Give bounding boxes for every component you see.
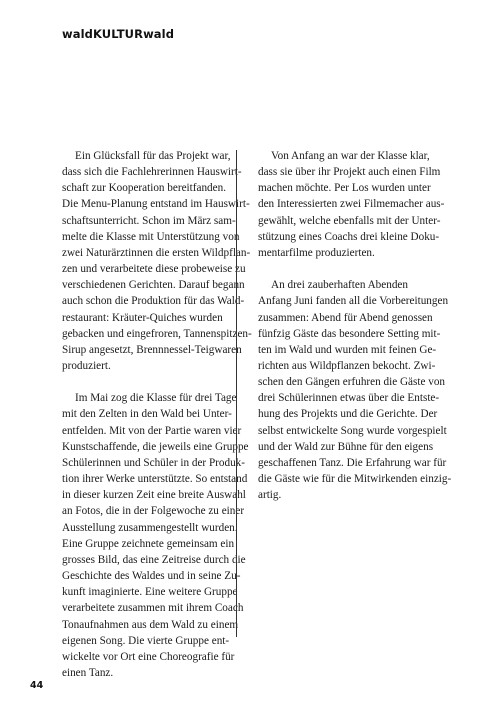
text-line: dass sich die Fachlehrerinnen Hauswirt- bbox=[62, 166, 242, 179]
text-line: selbst entwickelte Song wurde vorgespielt bbox=[258, 424, 447, 437]
text-line: Ein Glücksfall für das Projekt war, bbox=[75, 150, 231, 162]
text-line: verarbeitete zusammen mit ihrem Coach bbox=[62, 602, 244, 615]
text-line: mit den Zelten in den Wald bei Unter- bbox=[62, 408, 232, 421]
text-line: gebacken und eingefroren, Tannenspitzen- bbox=[62, 327, 252, 340]
text-column-right bbox=[258, 148, 452, 520]
text-line: Von Anfang an war der Klasse klar, bbox=[271, 150, 430, 162]
text-line: Tonaufnahmen aus dem Wald zu einem bbox=[62, 618, 239, 631]
paragraph bbox=[258, 277, 452, 503]
text-line: schaftsunterricht. Schon im März sam- bbox=[62, 214, 236, 227]
text-line: gewählt, welche ebenfalls mit der Unter- bbox=[258, 214, 441, 227]
text-line: zwei Naturärztinnen die ersten Wildpflan- bbox=[62, 246, 251, 259]
text-line: einen Tanz. bbox=[62, 666, 114, 679]
text-line: restaurant: Kräuter-Quiches wurden bbox=[62, 311, 223, 324]
paragraph bbox=[62, 390, 249, 681]
text-column-left bbox=[62, 148, 252, 697]
text-line: melte die Klasse mit Unterstützung von bbox=[62, 230, 240, 243]
text-line: verschiedenen Gerichten. Darauf begann bbox=[62, 279, 245, 292]
text-line: schaft zur Kooperation bereitfanden. bbox=[62, 182, 227, 195]
text-line: stützung eines Coachs drei kleine Doku- bbox=[258, 230, 440, 243]
text-line: zusammen: Abend für Abend genossen bbox=[258, 311, 433, 324]
text-line: Eine Gruppe zeichnete gemeinsam ein bbox=[62, 537, 235, 550]
text-line: auch schon die Produktion für das Wald- bbox=[62, 295, 245, 308]
running-header: waldKULTURwald bbox=[62, 27, 175, 41]
text-line: Geschichte des Waldes und in seine Zu- bbox=[62, 570, 241, 583]
paragraph bbox=[258, 148, 445, 261]
column-divider bbox=[236, 150, 237, 637]
text-line: geschaffenen Tanz. Die Erfahrung war für bbox=[258, 456, 447, 469]
text-line: an Fotos, die in der Folgewoche zu einer bbox=[62, 505, 245, 518]
text-line: artig. bbox=[258, 489, 282, 502]
text-line: grosses Bild, das eine Zeitreise durch die bbox=[62, 553, 246, 566]
text-line: fünfzig Gäste das besondere Setting mit- bbox=[258, 327, 441, 340]
text-line: schen den Gängen erfuhren die Gäste von bbox=[258, 376, 446, 389]
text-line: produziert. bbox=[62, 360, 111, 373]
text-line: entfelden. Mit von der Partie waren vier bbox=[62, 424, 242, 437]
text-line: in dieser kurzen Zeit eine breite Auswahl bbox=[62, 489, 246, 502]
text-line: die Gäste wie für die Mitwirkenden einzig- bbox=[258, 473, 452, 486]
text-line: An drei zauberhaften Abenden bbox=[271, 279, 408, 292]
text-line: eigenen Song. Die vierte Gruppe ent- bbox=[62, 634, 230, 647]
text-line: zen und verarbeitete diese probeweise zu bbox=[62, 263, 246, 276]
text-line: Sirup angesetzt, Brennnessel-Teigwaren bbox=[62, 343, 242, 356]
text-line: ten im Wald und wurden mit feinen Ge- bbox=[258, 343, 437, 356]
text-line: drei Schülerinnen etwas über die Entste- bbox=[258, 392, 440, 405]
text-line: Anfang Juni fanden all die Vorbereitungen bbox=[258, 295, 449, 308]
text-line: richten aus Wildpflanzen bekocht. Zwi- bbox=[258, 360, 436, 373]
text-line: Im Mai zog die Klasse für drei Tage bbox=[75, 392, 237, 405]
text-line: Schülerinnen und Schüler in der Produk- bbox=[62, 456, 246, 469]
text-line: Ausstellung zusammengestellt wurden. bbox=[62, 521, 238, 534]
page-number: 44 bbox=[30, 680, 44, 691]
text-line: wickelte vor Ort eine Choreografie für bbox=[62, 650, 235, 663]
text-line: den Interessierten zwei Filmemacher aus- bbox=[258, 198, 445, 211]
text-line: kunft imaginierte. Eine weitere Gruppe bbox=[62, 586, 238, 599]
text-line: machen möchte. Per Los wurden unter bbox=[258, 182, 431, 195]
text-line: Kunstschaffende, die jeweils eine Gruppe bbox=[62, 440, 249, 453]
text-line: Die Menu-Planung entstand im Hauswirt- bbox=[62, 198, 250, 211]
text-line: dass sie über ihr Projekt auch einen Film bbox=[258, 166, 441, 179]
paragraph bbox=[62, 148, 252, 374]
text-line: hung des Projekts und die Gerichte. Der bbox=[258, 408, 438, 421]
text-line: mentarfilme produzierten. bbox=[258, 246, 375, 259]
text-line: und der Wald zur Bühne für den eigens bbox=[258, 440, 434, 453]
text-line: tion ihrer Werke unterstützte. So entstand bbox=[62, 473, 248, 486]
